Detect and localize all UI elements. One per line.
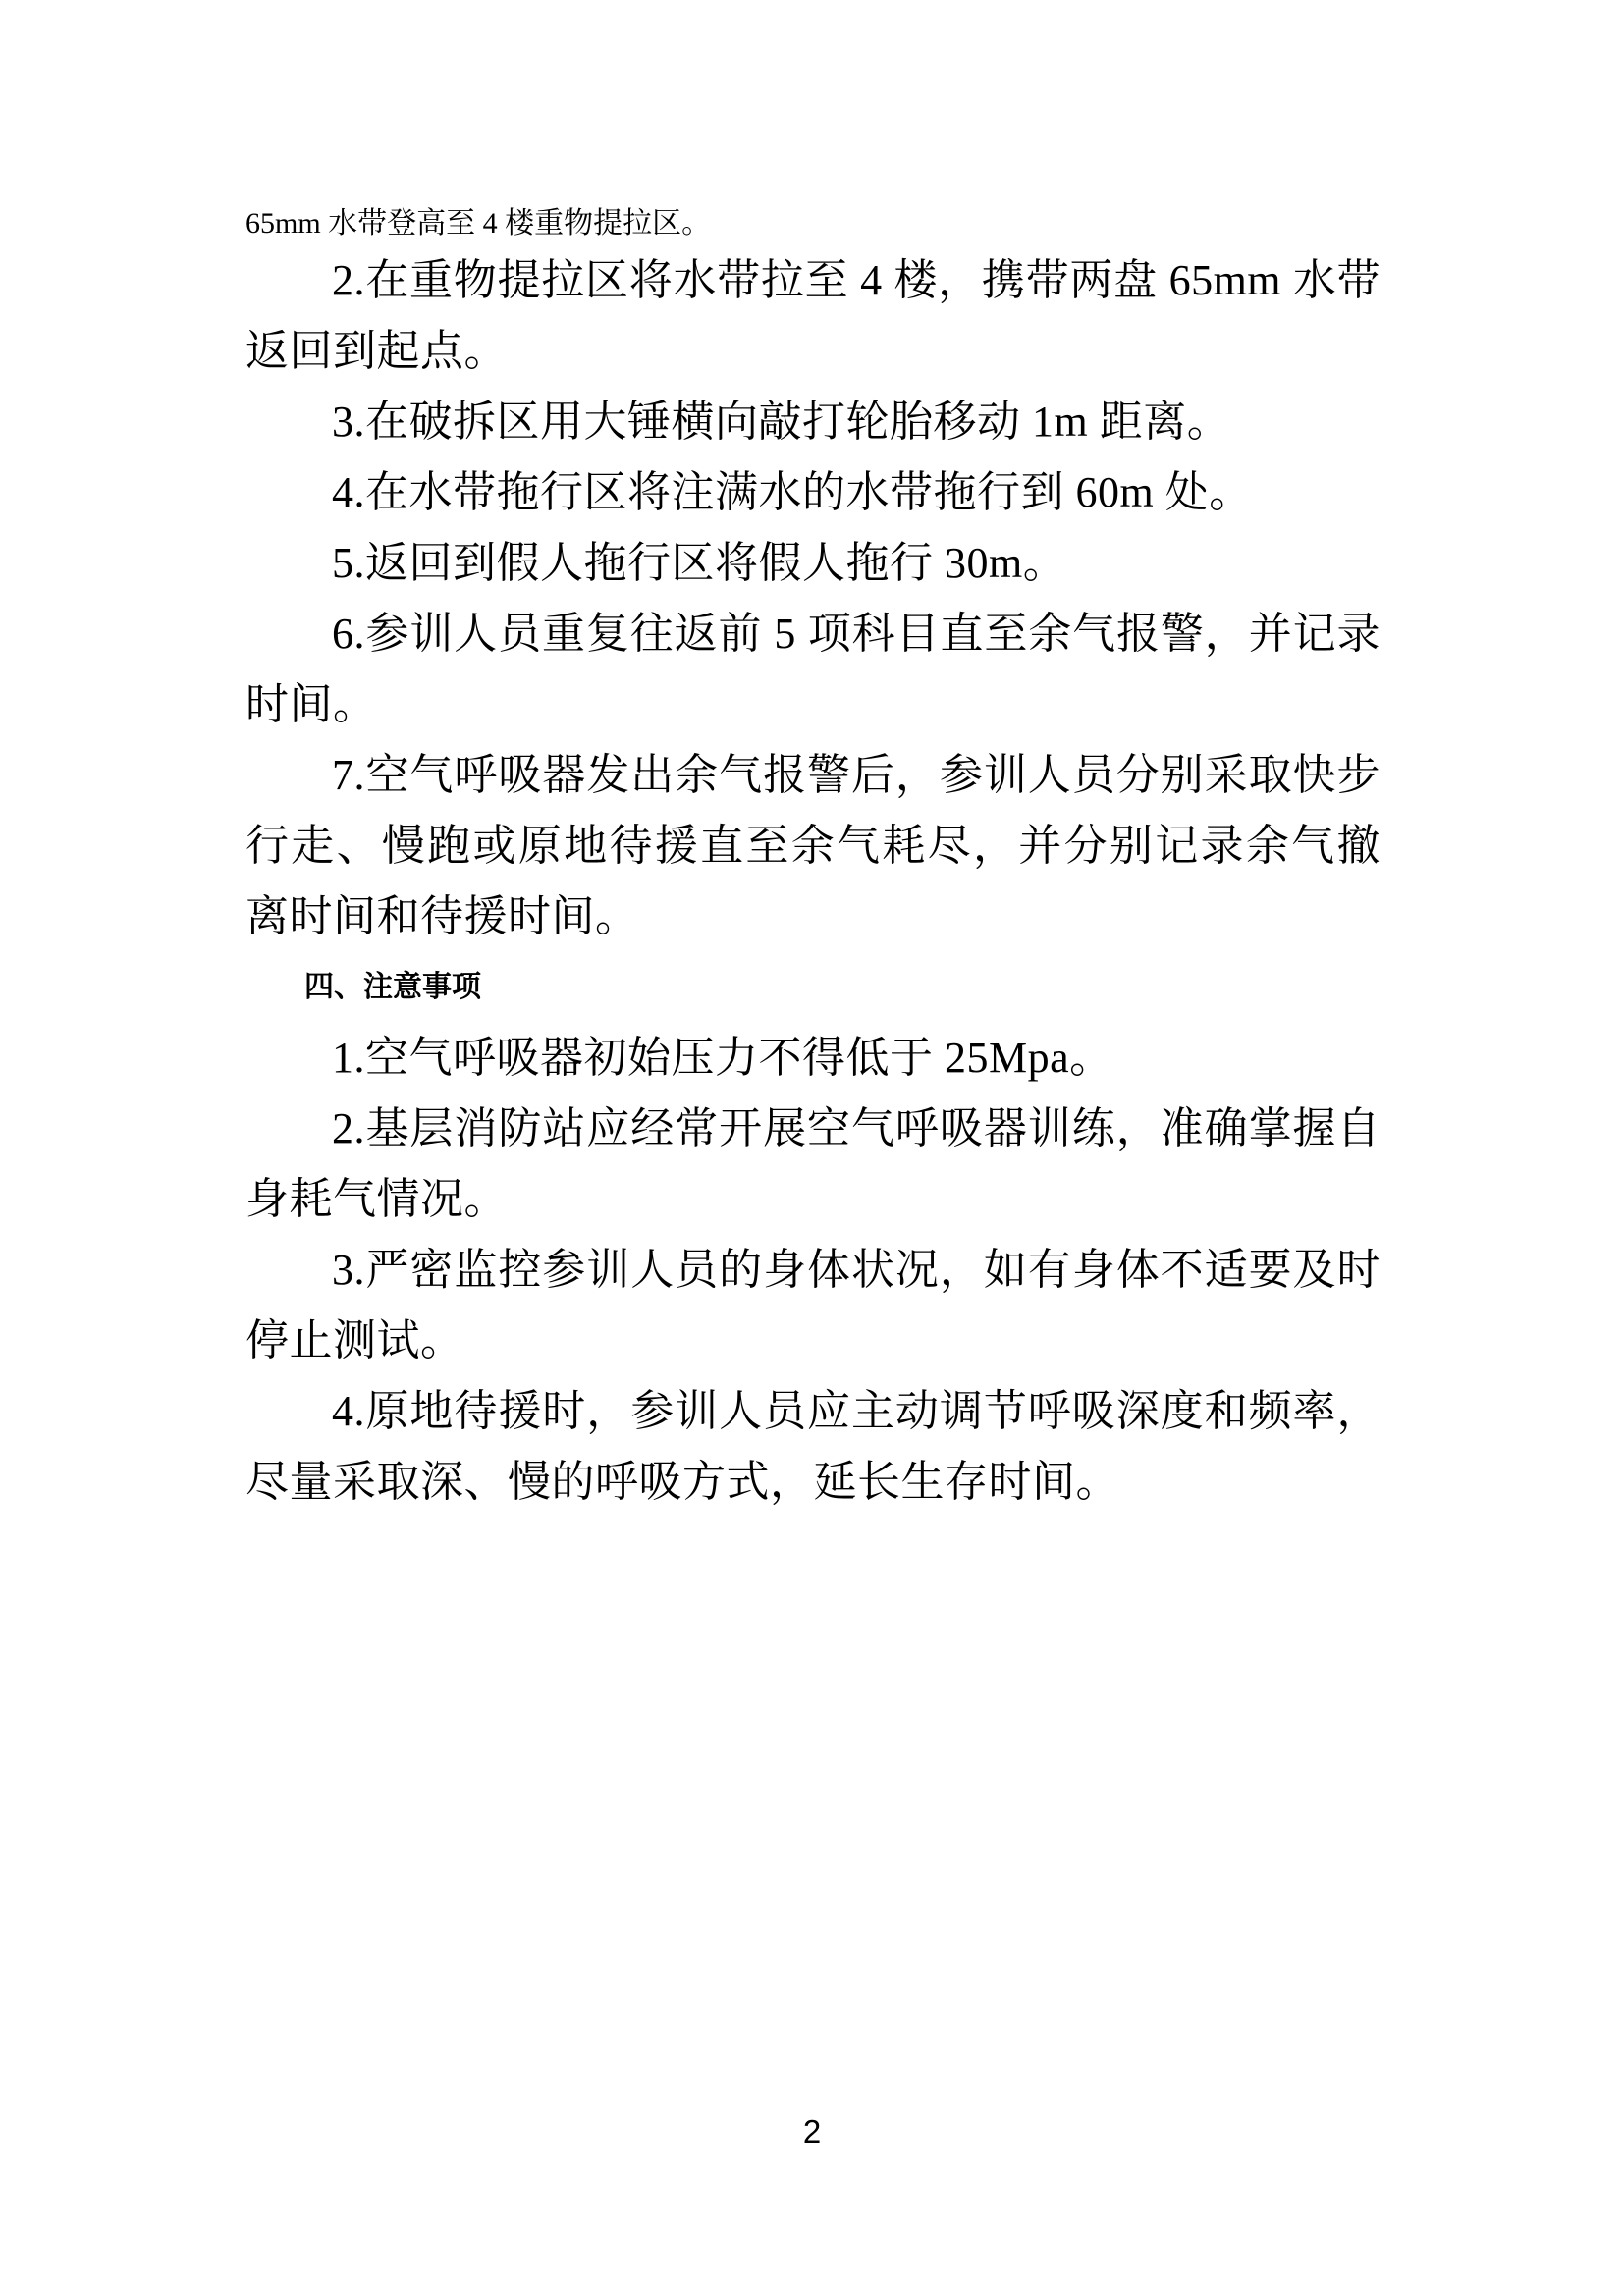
note-item-3: 3.严密监控参训人员的身体状况，如有身体不适要及时停止测试。 <box>245 1246 1380 1364</box>
procedure-item-2: 2.在重物提拉区将水带拉至 4 楼，携带两盘 65mm 水带返回到起点。 <box>245 256 1380 375</box>
note-item-1: 1.空气呼吸器初始压力不得低于 25Mpa。 <box>332 1034 1113 1082</box>
carryover-line: 65mm 水带登高至 4 楼重物提拉区。 <box>245 207 712 240</box>
procedure-item-7: 7.空气呼吸器发出余气报警后，参训人员分别采取快步行走、慢跑或原地待援直至余气耗尽，并分别记录余气撤离时间和待援时间。 <box>245 751 1380 940</box>
document-body <box>245 202 1380 1518</box>
note-item-4: 4.原地待援时，参训人员应主动调节呼吸深度和频率，尽量采取深、慢的呼吸方式，延长生存时间。 <box>245 1387 1380 1506</box>
page-number: 2 <box>802 2113 822 2150</box>
procedure-item-5: 5.返回到假人拖行区将假人拖行 30m。 <box>332 539 1067 587</box>
note-item-2: 2.基层消防站应经常开展空气呼吸器训练，准确掌握自身耗气情况。 <box>245 1104 1380 1223</box>
notes-section-heading: 四、注意事项 <box>304 971 481 1003</box>
procedure-item-6: 6.参训人员重复往返前 5 项科目直至余气报警，并记录时间。 <box>245 610 1380 728</box>
procedure-item-3: 3.在破拆区用大锤横向敲打轮胎移动 1m 距离。 <box>332 398 1231 446</box>
procedure-item-4: 4.在水带拖行区将注满水的水带拖行到 60m 处。 <box>332 468 1253 516</box>
